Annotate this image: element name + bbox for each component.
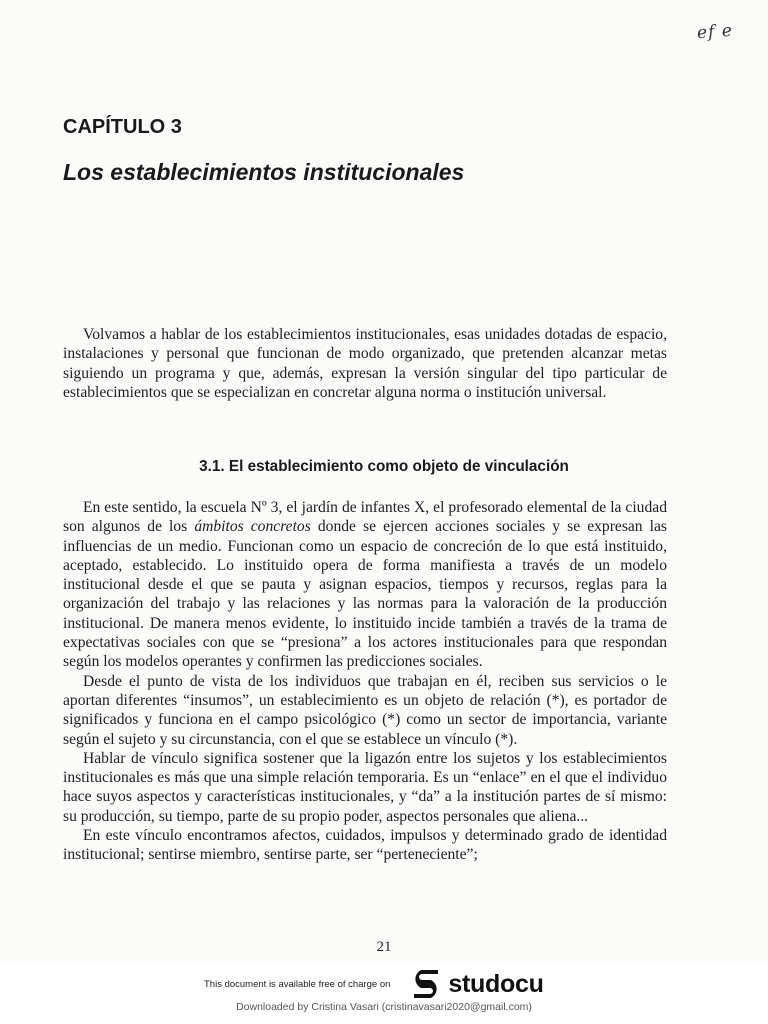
handwritten-note: ef e — [696, 20, 734, 44]
section-heading: 3.1. El establecimiento como objeto de vinculación — [199, 458, 569, 475]
downloaded-by-text: Downloaded by Cristina Vasari (cristinavasari2020@gmail.com) — [236, 1001, 532, 1013]
studocu-logo-link[interactable] — [408, 967, 543, 1001]
footer-available-text: This document is available free of charge on — [204, 978, 391, 990]
section-paragraph-2: Desde el punto de vista de los individuos que trabajan en él, reciben sus servicios o le aportan diferentes “insumos”, un establecimiento es un objeto de relación (*), es portador de significados y funciona en el campo psicológico (*) como un sector de importancia, variante según el sujeto y su circunstancia, con el que se establece un vínculo (*). — [63, 672, 667, 748]
studocu-wordmark: studocu — [448, 969, 544, 998]
chapter-title: Los establecimientos institucionales — [63, 159, 465, 185]
section-body — [63, 498, 667, 865]
intro-paragraph: Volvamos a hablar de los establecimientos institucionales, esas unidades dotadas de espacio, instalaciones y personal que funcionan de modo organizado, que pretenden alcanzar metas siguiendo un programa y que, además, expresan la versión singular del tipo particular de establecimientos que se especializan en concretar alguna norma o institución universal. — [63, 326, 667, 401]
intro-section — [63, 325, 667, 402]
p1-text-start: En este sentido, la escuela Nº 3, el jardín de infantes X, el profesorado elemental de la ciudad son algunos de los — [63, 499, 667, 536]
section-paragraph-3: Hablar de vínculo significa sostener que la ligazón entre los sujetos y los establecimientos institucionales es más que una simple relación temporaria. Es un “enlace” en el que el individuo hace suyos aspectos y características institucionales, y “da” a la institución partes de sí mismo: su producción, su tiempo, parte de su propio poder, aspectos personales que aliena... — [63, 749, 667, 825]
studocu-logo-icon — [408, 967, 444, 1001]
chapter-label: CAPÍTULO 3 — [63, 116, 182, 138]
p1-text-end: donde se ejercen acciones sociales y se expresan las influencias de un medio. Funcionan como un espacio de concreción de lo que está instituido, aceptado, establecido. Lo instituido opera de forma manifiesta a través de un modelo institucional desde el que se pauta y asignan espacios, tiempos y recursos, reglas para la organización del trabajo y las relaciones y las normas para la valoración de la producción institucional. De manera menos evidente, lo instituido incide también a través de la trama de expectativas sociales con que se “presiona” a los actores institucionales para que respondan según los modelos operantes y confirmen las predicciones sociales. — [63, 518, 667, 671]
studocu-footer — [0, 964, 768, 1024]
footer-availability-row — [204, 964, 544, 1004]
page-number: 21 — [376, 939, 392, 955]
p1-italic-term: ámbitos concretos — [194, 518, 311, 536]
section-paragraph-4: En este vínculo encontramos afectos, cuidados, impulsos y determinado grado de identidad institucional; sentirse miembro, sentirse parte, ser “perteneciente”; — [63, 827, 667, 864]
section-paragraph-1 — [63, 498, 667, 672]
